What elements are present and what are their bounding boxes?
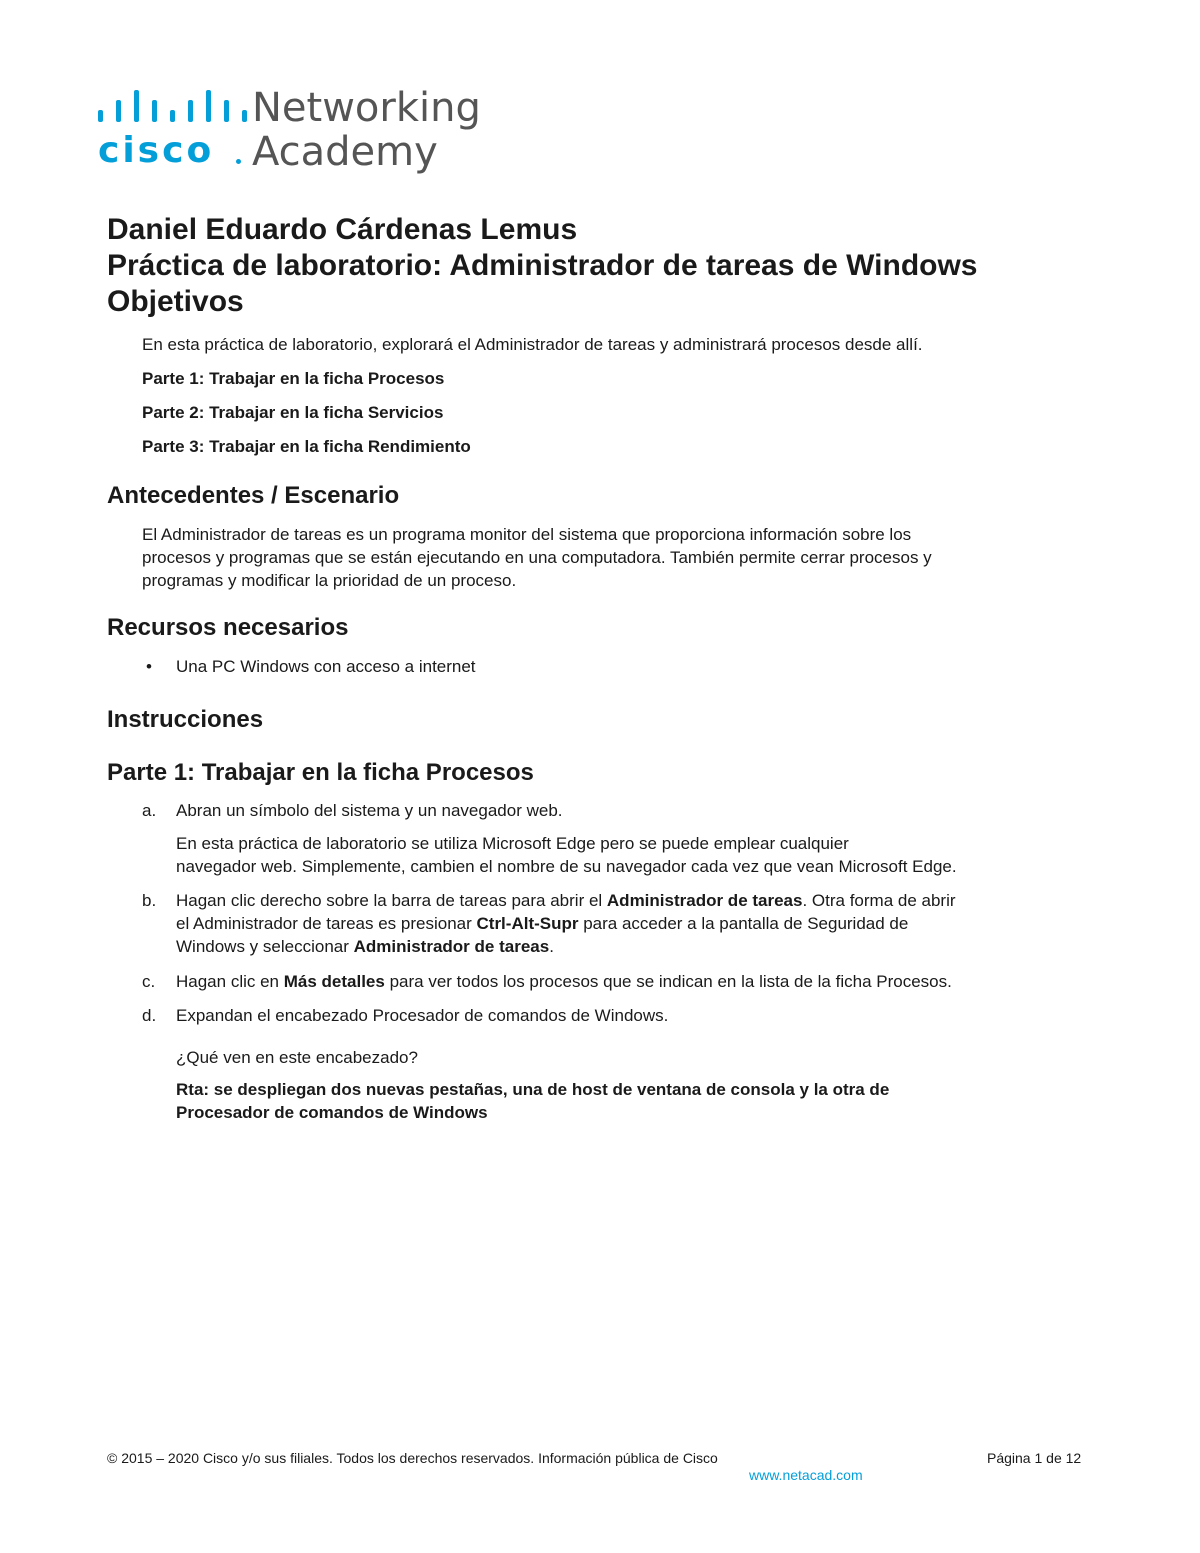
logo-bar [206,90,211,122]
objectives-heading: Objetivos [107,285,244,318]
step-b-text: Hagan clic derecho sobre la barra de tareas para abrir el [176,891,607,910]
more-details-term: Más detalles [283,972,385,991]
logo-bar [98,110,103,122]
logo-networking: Networking [252,85,481,131]
netacad-link[interactable]: www.netacad.com [749,1467,863,1483]
cisco-networking-academy-logo [90,85,481,176]
logo-bar [170,110,175,122]
answer-line: Procesador de comandos de Windows [176,1103,488,1122]
instructions-heading: Instrucciones [107,706,264,733]
resources-heading: Recursos necesarios [107,614,349,641]
footer-copyright: © 2015 – 2020 Cisco y/o sus filiales. Todos los derechos reservados. Información pública de Cisco [107,1450,718,1466]
step-b-text: el Administrador de tareas es presionar [176,914,477,933]
background-line: procesos y programas que se están ejecutando en una computadora. También permite cerrar procesos y [142,548,932,567]
step-b-text: para acceder a la pantalla de Seguridad de [578,914,909,933]
step-b-text: . Otra forma de abrir [802,891,956,910]
cisco-wordmark: cisco [98,130,215,171]
step-b-line [176,935,1096,958]
logo-bar [116,100,121,122]
step-a-note: En esta práctica de laboratorio se utiliza Microsoft Edge pero se puede emplear cualquier [176,834,849,853]
logo-bar [224,100,229,122]
step-d-text: Expandan el encabezado Procesador de comandos de Windows. [176,1006,669,1025]
objectives-intro: En esta práctica de laboratorio, explorará el Administrador de tareas y administrará procesos desde allí. [142,335,923,354]
page-title: Práctica de laboratorio: Administrador de tareas de Windows [107,249,978,282]
step-b-letter: b. [142,891,157,910]
author-name: Daniel Eduardo Cárdenas Lemus [107,213,578,246]
step-d-letter: d. [142,1006,157,1025]
logo-bar [242,110,247,122]
background-line: programas y modificar la prioridad de un proceso. [142,571,517,590]
step-c-letter: c. [142,972,156,991]
objective-part-1: Parte 1: Trabajar en la ficha Procesos [142,369,445,388]
background-heading: Antecedentes / Escenario [107,482,400,509]
answer-line: Rta: se despliegan dos nuevas pestañas, una de host de ventana de consola y la otra de [176,1080,890,1099]
background-line: El Administrador de tareas es un programa monitor del sistema que proporciona información sobre los [142,525,912,544]
footer-page-number: Página 1 de 12 [987,1450,1082,1466]
objective-part-3: Parte 3: Trabajar en la ficha Rendimiento [142,437,471,456]
logo-bar [188,100,193,122]
part1-heading: Parte 1: Trabajar en la ficha Procesos [107,759,534,786]
task-manager-term: Administrador de tareas [606,891,803,910]
logo-bar [152,100,157,122]
task-manager-term: Administrador de tareas [353,937,550,956]
shortcut-term: Ctrl-Alt-Supr [476,914,579,933]
logo-dot [236,159,241,164]
step-b-text: . [549,937,554,956]
resource-item: Una PC Windows con acceso a internet [176,657,476,676]
step-a-letter: a. [142,801,157,820]
step-c-text: para ver todos los procesos que se indican en la lista de la ficha Procesos. [384,972,952,991]
step-b-line [176,912,1096,935]
bullet-icon: • [146,657,152,676]
step-a-note: navegador web. Simplemente, cambien el nombre de su navegador cada vez que vean Microsoft Edge. [176,857,957,876]
objective-part-2: Parte 2: Trabajar en la ficha Servicios [142,403,444,422]
step-b-line [176,889,1096,912]
logo-bar [134,90,139,122]
step-d-question: ¿Qué ven en este encabezado? [176,1048,418,1067]
step-b-text: Windows y seleccionar [176,937,354,956]
step-c-text: Hagan clic en [176,972,284,991]
logo-academy: Academy [252,129,438,175]
step-a-text: Abran un símbolo del sistema y un navegador web. [176,801,563,820]
step-c-line [176,970,1096,993]
